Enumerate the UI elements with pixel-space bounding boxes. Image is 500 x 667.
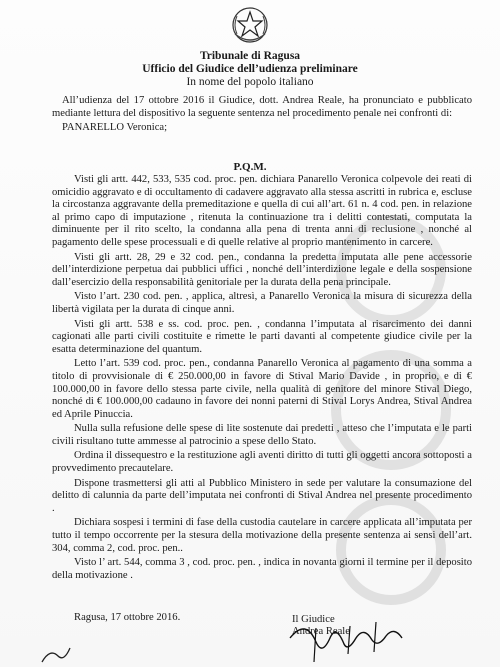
defendant-name: PANARELLO Veronica; — [62, 122, 168, 134]
watermark-stamp — [296, 200, 486, 620]
paragraph: Letto l’art. 539 cod. proc. pen., condanna Panarello Veronica al pagamento di una somma a titolo di provvisionale di € 250.000,00 in favore di Stival Mario Davide , in proprio, e di € 100.000,00 in favore dello stessa parte civile, nella qualità di genitore del minore Stival Diego, nonché di € 100.000,00 cadauno in favore dei nonni paterni di Stival Lorys Andrea, Stival Andrea ed Aprile Pinuccia. — [52, 358, 472, 420]
office-name: Ufficio del Giudice dell’udienza preliminare — [142, 63, 358, 75]
italian-republic-emblem-icon — [229, 4, 271, 46]
paragraph: Visti gli artt. 28, 29 e 32 cod. pen., condanna la predetta imputata alle pene accessorie dell’interdizione perpetua dai pubblici uffici , nonché dell’interdizione legale e della sospensione dall’esercizio della responsabilità genitoriale per la durata della pena principale. — [52, 251, 472, 288]
intro-text: All’udienza del 17 ottobre 2016 il Giudice, dott. Andrea Reale, ha pronunciato e pubblicato mediante lettura del dispositivo la seguente sentenza nel procedimento penale nei confronti di: — [52, 95, 472, 120]
judge-title: Il Giudice — [292, 614, 335, 625]
margin-mark — [40, 628, 100, 664]
pqm-heading: P.Q.M. — [233, 161, 267, 173]
intro-section — [52, 94, 472, 135]
paragraph: Ordina il dissequestro e la restituzione agli aventi diritto di tutti gli oggetti ancora sottoposti a provvedimento precautelare. — [52, 450, 472, 475]
court-name: Tribunale di Ragusa — [199, 50, 301, 62]
paragraph: Nulla sulla refusione delle spese di lite sostenute dai predetti , atteso che l’imputata e le parti civili risultano tutte ammesse al patrocinio a spese dello Stato. — [52, 423, 472, 447]
paragraph: Visto l’ art. 544, comma 3 , cod. proc. pen. , indica in novanta giorni il termine per il deposito della motivazione . — [52, 557, 472, 581]
place-date: Ragusa, 17 ottobre 2016. — [74, 612, 181, 623]
people-formula: In nome del popolo italiano — [186, 76, 314, 88]
paragraph: Visto l’art. 230 cod. pen. , applica, altresì, a Panarello Veronica la misura di sicurezza della libertà vigilata per la durata di cinque anni. — [52, 291, 472, 315]
paragraph: Dispone trasmettersi gli atti al Pubblico Ministero in sede per valutare la consumazione del delitto di calunnia da parte dell’imputata nei confronti di Stival Andrea nel presente procedimento . — [52, 477, 472, 514]
paragraph: Dichiara sospesi i termini di fase della custodia cautelare in carcere applicata all’imputata per tutto il tempo occorrente per la stesura della motivazione della presente sentenza ai sensi dell’art. 304, comma 2, cod. proc. pen.. — [52, 517, 472, 554]
paragraph: Visti gli artt. 538 e ss. cod. proc. pen. , condanna l’imputata al risarcimento dei danni cagionati alle parti civili costituite e rimette le parti davanti al competente giudice civile per la esatta determinazione del quantum. — [52, 318, 472, 355]
document-header — [0, 50, 500, 89]
judge-name: Andrea Reale — [292, 626, 350, 637]
paragraph: Visti gli artt. 442, 533, 535 cod. proc. pen. dichiara Panarello Veronica colpevole dei reati di omicidio aggravato e di occultamento di cadavere aggravato alla stessa ascritti in rubrica e, escluse la circostanza aggravante della premeditazione e quella di cui all’art. 61 n. 4 cod. pen. in relazione al primo capo di imputazione , ritenuta la continuazione tra i delitti contestati, computata la diminuente per il rito scelto, la condanna alla pena di trenta anni di reclusione , nonché al pagamento delle spese processuali e di quelle relative al proprio mantenimento in carcere. — [52, 174, 472, 248]
